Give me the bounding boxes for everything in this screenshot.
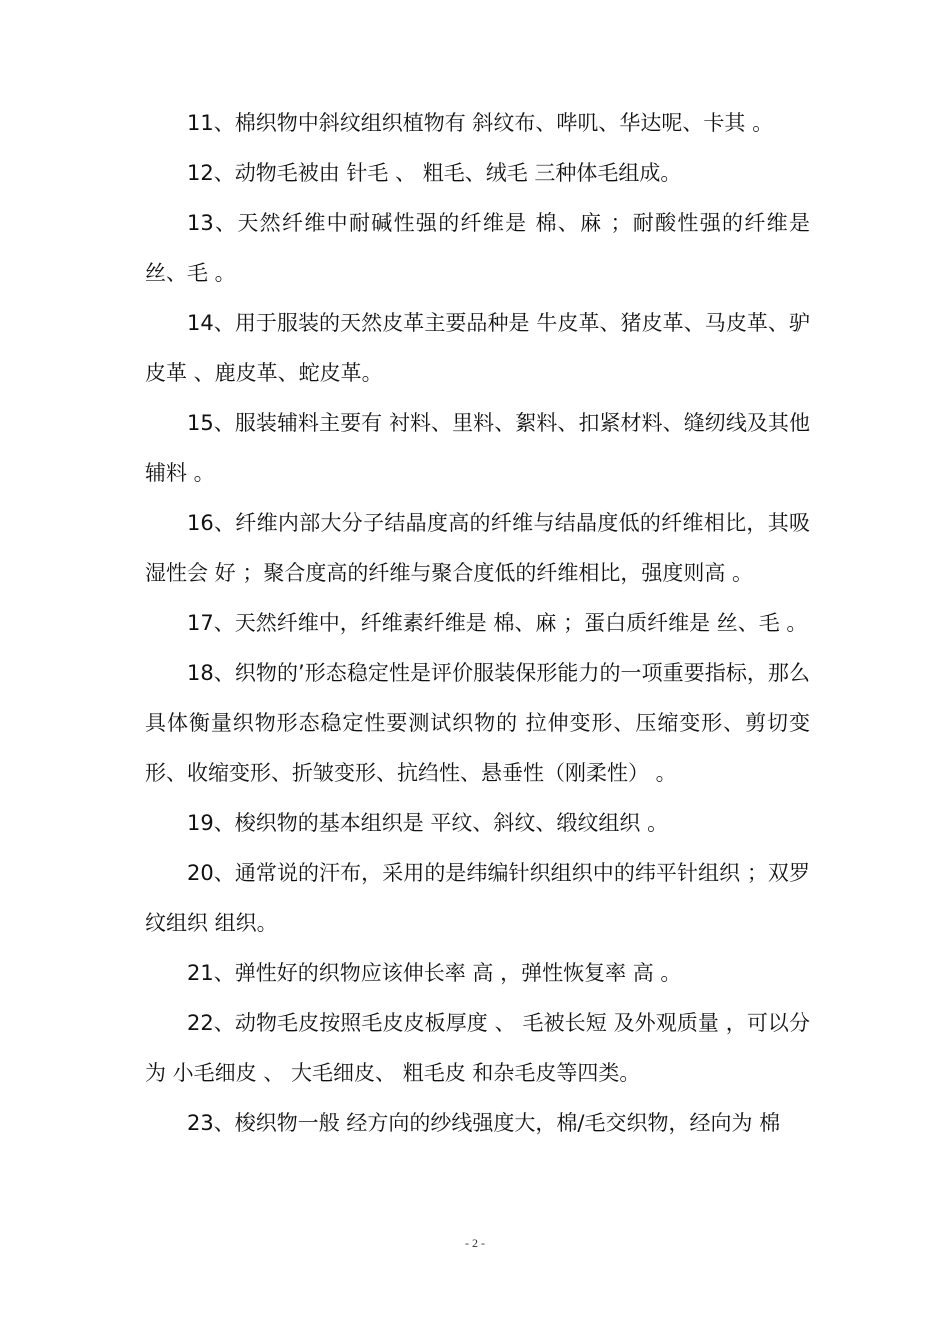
- paragraph-11: 11、棉织物中斜纹组织植物有 斜纹布、哔叽、华达呢、卡其 。: [187, 111, 774, 135]
- paragraph-17: 17、天然纤维中，纤维素纤维是 棉、麻 ；蛋白质纤维是 丝、毛 。: [187, 611, 808, 635]
- paragraph-18: 18、织物的’形态稳定性是评价服装保形能力的一项重要指标，那么具体衡量织物形态稳定性要测试织物的 拉伸变形、压缩变形、剪切变形、收缩变形、折皱变形、抗绉性、悬垂性（刚柔性） 。: [145, 661, 810, 785]
- paragraph-21: 21、弹性好的织物应该伸长率 高 ，弹性恢复率 高 。: [187, 961, 682, 985]
- paragraph-19: 19、梭织物的基本组织是 平纹、斜纹、缎纹组织 。: [187, 811, 669, 835]
- document-body: [145, 98, 810, 1148]
- page-number: - 2 -: [465, 1236, 485, 1250]
- paragraph-13: 13、天然纤维中耐碱性强的纤维是 棉、麻 ；耐酸性强的纤维是 丝、毛 。: [145, 211, 810, 285]
- paragraph-14: 14、用于服装的天然皮革主要品种是 牛皮革、猪皮革、马皮革、驴皮革 、鹿皮革、蛇皮革。: [145, 311, 810, 385]
- paragraph-20: 20、通常说的汗布，采用的是纬编针织组织中的纬平针组织 ；双罗纹组织 组织。: [145, 861, 810, 935]
- paragraph-16: 16、纤维内部大分子结晶度高的纤维与结晶度低的纤维相比，其吸湿性会 好 ；聚合度高的纤维与聚合度低的纤维相比，强度则高 。: [145, 511, 810, 585]
- paragraph-15: 15、服装辅料主要有 衬料、里料、絮料、扣紧材料、缝纫线及其他辅料 。: [145, 411, 810, 485]
- paragraph-23: 23、梭织物一般 经方向的纱线强度大，棉/毛交织物，经向为 棉: [187, 1111, 781, 1135]
- paragraph-22: 22、动物毛皮按照毛皮皮板厚度 、 毛被长短 及外观质量 ，可以分为 小毛细皮 、 大毛细皮、 粗毛皮 和杂毛皮等四类。: [145, 1011, 810, 1085]
- paragraph-12: 12、动物毛被由 针毛 、 粗毛、绒毛 三种体毛组成。: [187, 161, 682, 185]
